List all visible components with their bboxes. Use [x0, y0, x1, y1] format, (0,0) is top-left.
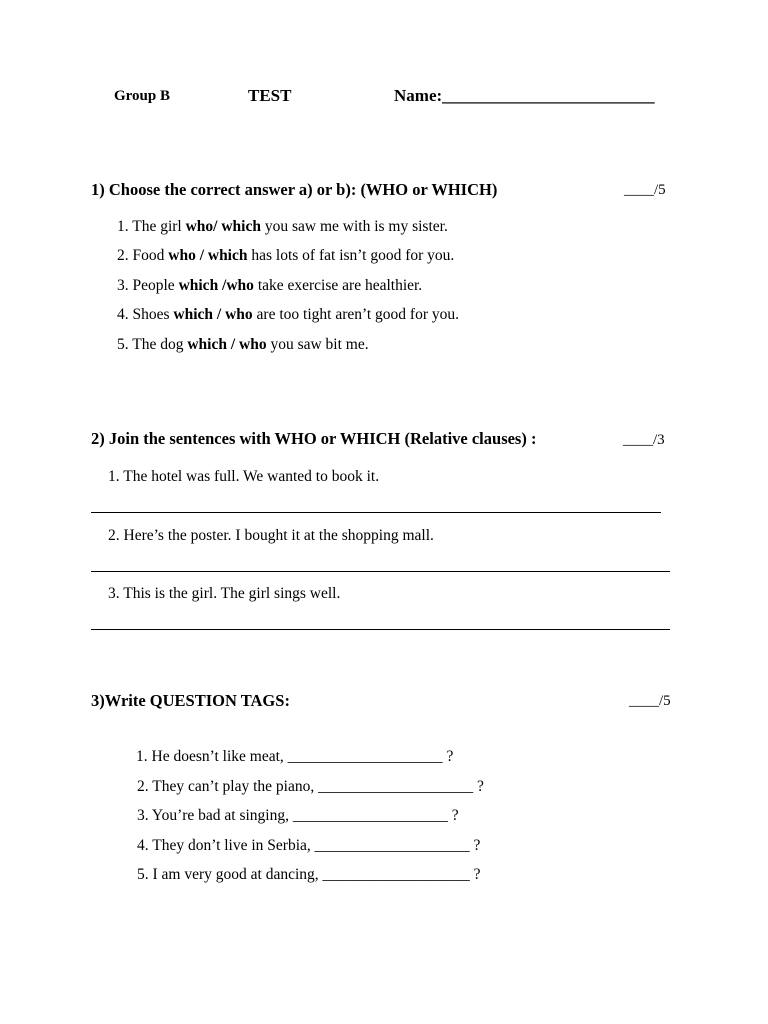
item-choice: who/ which [185, 218, 261, 235]
item-text: 1. The girl [117, 218, 186, 235]
section3-item-4: 4. They don’t live in Serbia, ____________________ ? [137, 837, 481, 854]
group-label: Group B [114, 88, 170, 104]
item-text: 2. Food [117, 247, 169, 264]
item-text: are too tight aren’t good for you. [252, 306, 460, 323]
item-text: you saw me with is my sister. [260, 218, 448, 235]
section1-score: ____/5 [624, 182, 666, 198]
section3-item-1: 1. He doesn’t like meat, ____________________ ? [136, 748, 454, 765]
item-text: 3. People [117, 277, 179, 294]
item-choice: which / who [187, 336, 267, 353]
item-text: has lots of fat isn’t good for you. [247, 247, 455, 264]
item-text: 4. Shoes [117, 306, 174, 323]
answer-line[interactable] [91, 512, 661, 513]
item-choice: which /who [178, 277, 254, 294]
section3-title: 3)Write QUESTION TAGS: [91, 691, 290, 710]
section2-item-3: 3. This is the girl. The girl sings well. [108, 585, 341, 602]
section3-item-3: 3. You’re bad at singing, ____________________ ? [137, 807, 459, 824]
section2-item-1: 1. The hotel was full. We wanted to book it. [108, 468, 380, 485]
section2-score: ____/3 [623, 432, 665, 448]
name-field: Name:_________________________ [394, 86, 655, 105]
test-title: TEST [248, 86, 292, 105]
section1-item-5 [117, 336, 369, 354]
item-text: you saw bit me. [266, 336, 369, 353]
section1-item-4 [117, 306, 459, 324]
section1-item-3 [117, 277, 422, 295]
section1-item-2 [117, 247, 454, 265]
section3-item-2: 2. They can’t play the piano, ____________________ ? [137, 778, 484, 795]
item-choice: which / who [173, 306, 253, 323]
item-text: 5. The dog [117, 336, 188, 353]
section1-title: 1) Choose the correct answer a) or b): (WHO or WHICH) [91, 180, 498, 199]
section3-score: ____/5 [629, 693, 671, 709]
section1-item-1 [117, 218, 448, 236]
answer-line[interactable] [91, 571, 670, 572]
section2-item-2: 2. Here’s the poster. I bought it at the shopping mall. [108, 527, 434, 544]
item-choice: who / which [168, 247, 248, 264]
section3-item-5: 5. I am very good at dancing, ___________________ ? [137, 866, 481, 883]
answer-line[interactable] [91, 629, 670, 630]
item-text: take exercise are healthier. [253, 277, 423, 294]
section2-title: 2) Join the sentences with WHO or WHICH (Relative clauses) : [91, 429, 537, 448]
